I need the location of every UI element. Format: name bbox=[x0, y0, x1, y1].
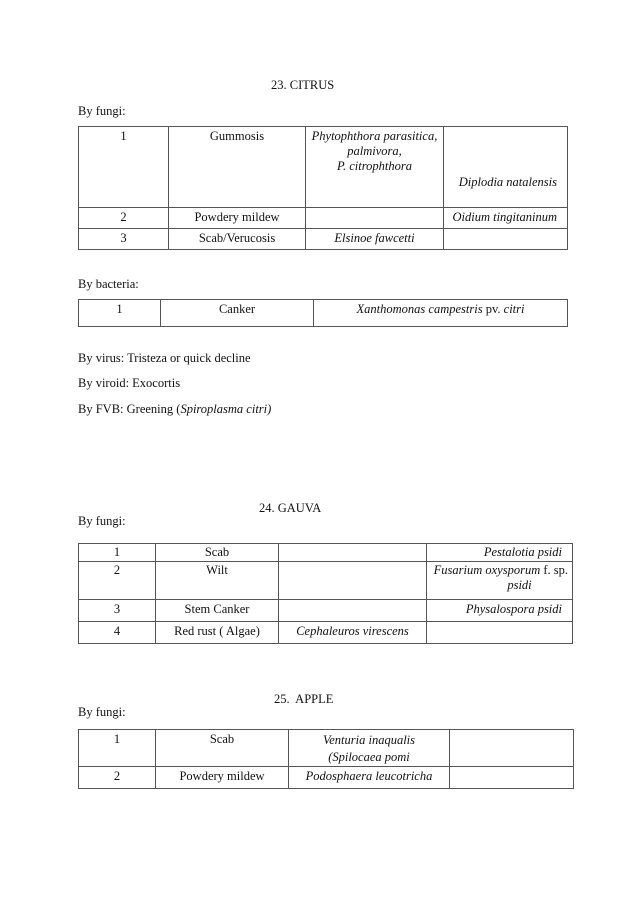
row-number: 2 bbox=[79, 767, 156, 789]
disease-name: Scab/Verucosis bbox=[169, 229, 306, 250]
pathogen-cell bbox=[427, 562, 573, 600]
table-row bbox=[79, 730, 574, 767]
pathogen-line: P. citrophthora bbox=[336, 159, 412, 173]
section-title-gauva: 24. GAUVA bbox=[259, 501, 322, 515]
citrus-fungi-table bbox=[78, 126, 568, 250]
disease-name: Scab bbox=[156, 544, 279, 562]
disease-name: Canker bbox=[161, 300, 314, 327]
disease-name: Stem Canker bbox=[156, 600, 279, 622]
table-row bbox=[79, 767, 574, 789]
pathogen-line: psidi bbox=[507, 578, 532, 592]
pathogen-cell bbox=[279, 622, 427, 644]
row-number: 3 bbox=[79, 600, 156, 622]
pathogen-name: Xanthomonas campestris bbox=[356, 302, 483, 316]
row-number: 3 bbox=[79, 229, 169, 250]
table-row bbox=[79, 622, 573, 644]
row-number: 1 bbox=[79, 300, 161, 327]
section-title-apple: 25. APPLE bbox=[274, 692, 334, 706]
table-row bbox=[79, 300, 568, 327]
row-number: 4 bbox=[79, 622, 156, 644]
apple-fungi-table bbox=[78, 729, 574, 789]
citrus-bacteria-label: By bacteria: bbox=[78, 277, 139, 291]
row-number: 1 bbox=[79, 127, 169, 208]
pathogen-cell bbox=[450, 730, 574, 767]
pathogen-line: Oidium tingitaninum bbox=[452, 210, 557, 224]
pathogen-line: Pestalotia psidi bbox=[483, 545, 562, 559]
citrus-viroid-line: By viroid: Exocortis bbox=[78, 376, 181, 390]
pathogen-cell bbox=[306, 127, 444, 208]
disease-name: Powdery mildew bbox=[169, 208, 306, 229]
table-row bbox=[79, 600, 573, 622]
citrus-virus-line: By virus: Tristeza or quick decline bbox=[78, 351, 251, 365]
row-number: 2 bbox=[79, 562, 156, 600]
pathogen-cell bbox=[450, 767, 574, 789]
pathogen-cell bbox=[427, 622, 573, 644]
pathogen-cell bbox=[279, 562, 427, 600]
pathogen-cell bbox=[306, 229, 444, 250]
disease-name: Gummosis bbox=[169, 127, 306, 208]
pathogen-cell bbox=[279, 544, 427, 562]
apple-fungi-label: By fungi: bbox=[78, 705, 126, 719]
gauva-fungi-table bbox=[78, 543, 573, 644]
fvb-prefix: By FVB: Greening ( bbox=[78, 402, 181, 416]
table-row bbox=[79, 208, 568, 229]
row-number: 2 bbox=[79, 208, 169, 229]
row-number: 1 bbox=[79, 544, 156, 562]
pathogen-line: Fusarium oxysporum bbox=[433, 563, 541, 577]
fvb-pathogen: Spiroplasma citri) bbox=[180, 402, 272, 416]
pathogen-cell bbox=[279, 600, 427, 622]
pathogen-line: Diplodia natalensis bbox=[458, 175, 557, 189]
pathogen-line: Elsinoe fawcetti bbox=[334, 231, 415, 245]
section-title-citrus: 23. CITRUS bbox=[271, 78, 335, 92]
pathogen-line: palmivora, bbox=[347, 144, 402, 158]
pathogen-line: Phytophthora parasitica, bbox=[311, 129, 438, 143]
row-number: 1 bbox=[79, 730, 156, 767]
pathogen-cell bbox=[444, 229, 568, 250]
disease-name: Wilt bbox=[156, 562, 279, 600]
citrus-bacteria-table bbox=[78, 299, 568, 327]
disease-name: Powdery mildew bbox=[156, 767, 289, 789]
pathogen-cell bbox=[306, 208, 444, 229]
pathogen-line: Cephaleuros virescens bbox=[296, 624, 409, 638]
pathovar-name: citri bbox=[503, 302, 525, 316]
pathogen-cell bbox=[427, 544, 573, 562]
pathogen-cell bbox=[289, 730, 450, 767]
citrus-fvb-line bbox=[78, 402, 271, 417]
forma-specialis-label: f. sp. bbox=[540, 563, 568, 577]
pathogen-cell bbox=[289, 767, 450, 789]
citrus-fungi-label: By fungi: bbox=[78, 104, 126, 118]
pathogen-line: (Spilocaea pomi bbox=[328, 750, 410, 764]
table-row bbox=[79, 127, 568, 208]
pathovar-label: pv. bbox=[482, 302, 504, 316]
table-row bbox=[79, 562, 573, 600]
pathogen-line: Venturia inaqualis bbox=[322, 733, 416, 747]
pathogen-cell bbox=[444, 208, 568, 229]
disease-name: Scab bbox=[156, 730, 289, 767]
pathogen-cell bbox=[314, 300, 568, 327]
pathogen-line: Physalospora psidi bbox=[465, 602, 562, 616]
pathogen-cell bbox=[444, 127, 568, 208]
pathogen-cell bbox=[427, 600, 573, 622]
disease-name: Red rust ( Algae) bbox=[156, 622, 279, 644]
gauva-fungi-label: By fungi: bbox=[78, 514, 126, 528]
table-row bbox=[79, 544, 573, 562]
pathogen-line: Podosphaera leucotricha bbox=[305, 769, 433, 783]
table-row bbox=[79, 229, 568, 250]
